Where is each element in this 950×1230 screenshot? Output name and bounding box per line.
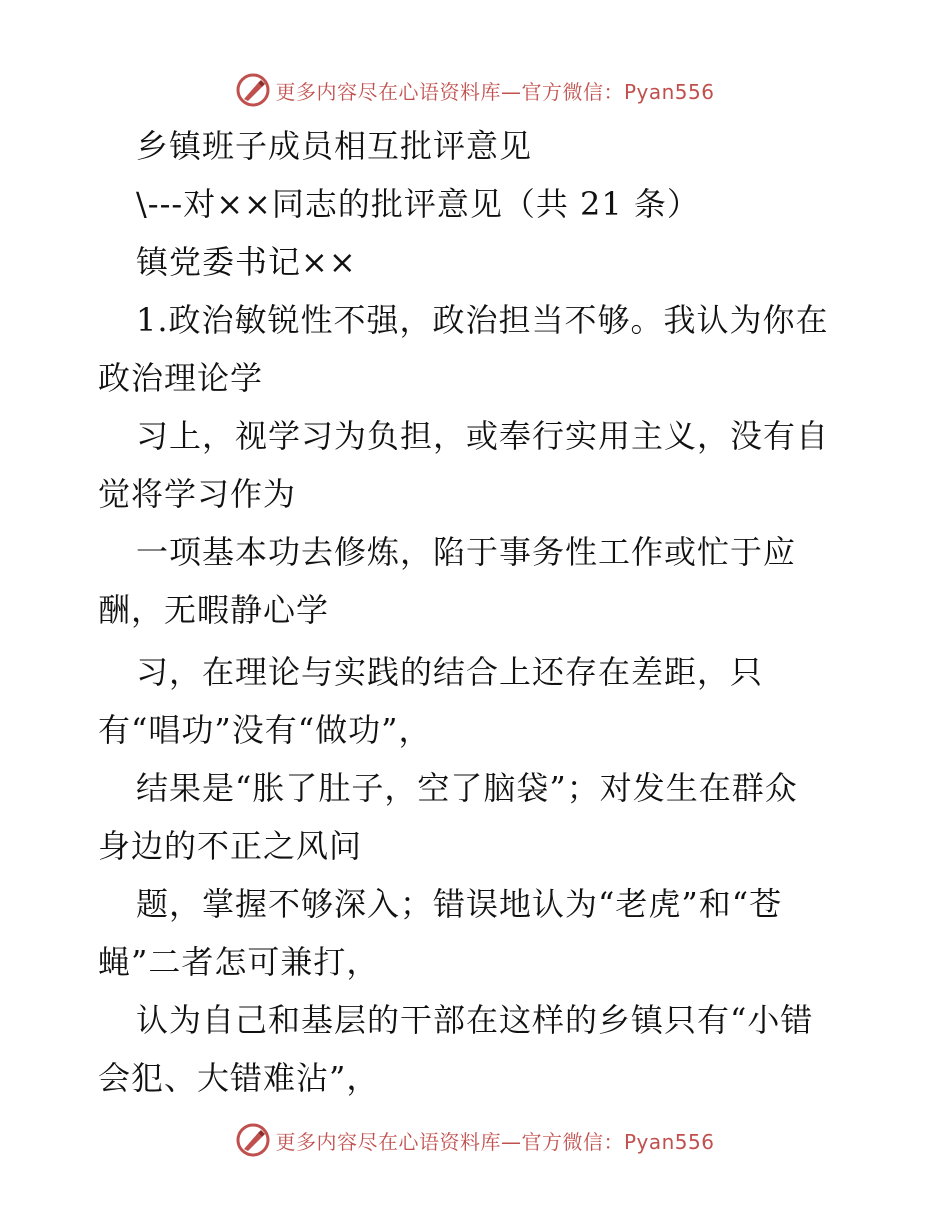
paragraph-line: 1.政治敏锐性不强，政治担当不够。我认为你在 (136, 301, 829, 339)
paragraph-line: 题，掌握不够深入；错误地认为“老虎”和“苍 (136, 885, 783, 923)
paragraph-line: 结果是“胀了肚子，空了脑袋”；对发生在群众 (136, 769, 798, 807)
paragraph-line: 政治理论学 (98, 359, 264, 397)
paragraph-line: 习上，视学习为负担，或奉行实用主义，没有自 (136, 417, 830, 455)
footer-banner-text: 更多内容尽在心语资料库—官方微信：Pyan556 (275, 1129, 715, 1154)
paragraph-line: 酬，无暇静心学 (98, 591, 330, 629)
document-title: 乡镇班子成员相互批评意见 (136, 127, 533, 165)
pen-circle-logo-icon (235, 1122, 271, 1158)
paragraph-line: 蝇”二者怎可兼打， (98, 943, 380, 981)
paragraph-line: 觉将学习作为 (98, 475, 297, 513)
document-subtitle: \---对××同志的批评意见（共 21 条） (136, 185, 700, 223)
pen-circle-logo-icon (235, 72, 271, 108)
paragraph-line: 习，在理论与实践的结合上还存在差距，只 (136, 653, 764, 691)
header-banner-text: 更多内容尽在心语资料库—官方微信：Pyan556 (275, 79, 715, 104)
footer-banner (0, 1120, 950, 1160)
paragraph-line: 会犯、大错难沾”， (98, 1059, 380, 1097)
paragraph-line: 一项基本功去修炼，陷于事务性工作或忙于应 (136, 533, 797, 571)
header-banner (0, 70, 950, 110)
document-author: 镇党委书记×× (136, 243, 357, 281)
paragraph-line: 认为自己和基层的干部在这样的乡镇只有“小错 (136, 1001, 814, 1039)
paragraph-line: 有“唱功”没有“做功”， (98, 711, 432, 749)
paragraph-line: 身边的不正之风问 (98, 827, 363, 865)
